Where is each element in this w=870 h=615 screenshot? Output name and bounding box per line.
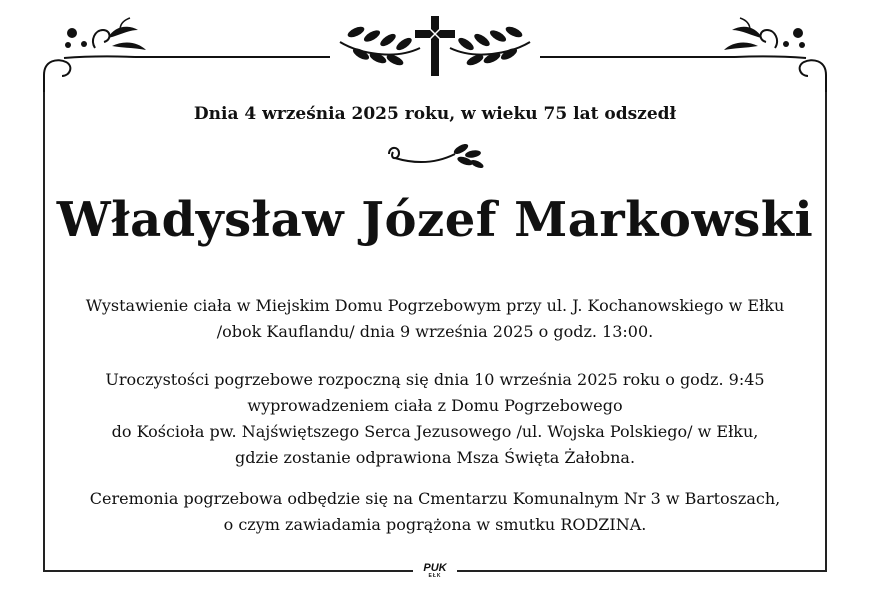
paragraph-line: do Kościoła pw. Najświętszego Serca Jezusowego /ul. Wojska Polskiego/ w Ełku, (111, 422, 759, 441)
top-right-flourish-icon (724, 18, 826, 92)
leaf-swirl-icon (385, 140, 485, 172)
top-ornament (0, 0, 870, 92)
frame-bottom-border-right (457, 570, 827, 572)
puk-logo (413, 563, 457, 579)
paragraph-line: o czym zawiadamia pogrążona w smutku RODZINA. (223, 515, 647, 534)
deceased-name: Władysław Józef Markowski (56, 192, 814, 248)
notice-heading: Dnia 4 września 2025 roku, w wieku 75 lat odszedł (193, 104, 677, 124)
top-left-flourish-icon (44, 18, 146, 92)
paragraph-line: Ceremonia pogrzebowa odbędzie się na Cmentarzu Komunalnym Nr 3 w Bartoszach, (89, 489, 781, 508)
paragraph-line: /obok Kauflandu/ dnia 9 września 2025 o godz. 13:00. (216, 322, 654, 341)
paragraph-line: Wystawienie ciała w Miejskim Domu Pogrzebowym przy ul. J. Kochanowskiego w Ełku (85, 296, 785, 315)
logo-main-text: PUK (423, 562, 447, 574)
frame-bottom-border-left (43, 570, 413, 572)
paragraph-burial (40, 486, 830, 538)
cross-with-laurel-icon (340, 16, 530, 76)
logo-sub-text: EŁK (428, 573, 442, 579)
paragraph-ceremony (40, 367, 830, 471)
paragraph-line: gdzie zostanie odprawiona Msza Święta Żałobna. (234, 448, 636, 467)
paragraph-line: Uroczystości pogrzebowe rozpoczną się dnia 10 września 2025 roku o godz. 9:45 (105, 370, 765, 389)
paragraph-viewing (40, 293, 830, 345)
paragraph-line: wyprowadzeniem ciała z Domu Pogrzebowego (247, 396, 623, 415)
